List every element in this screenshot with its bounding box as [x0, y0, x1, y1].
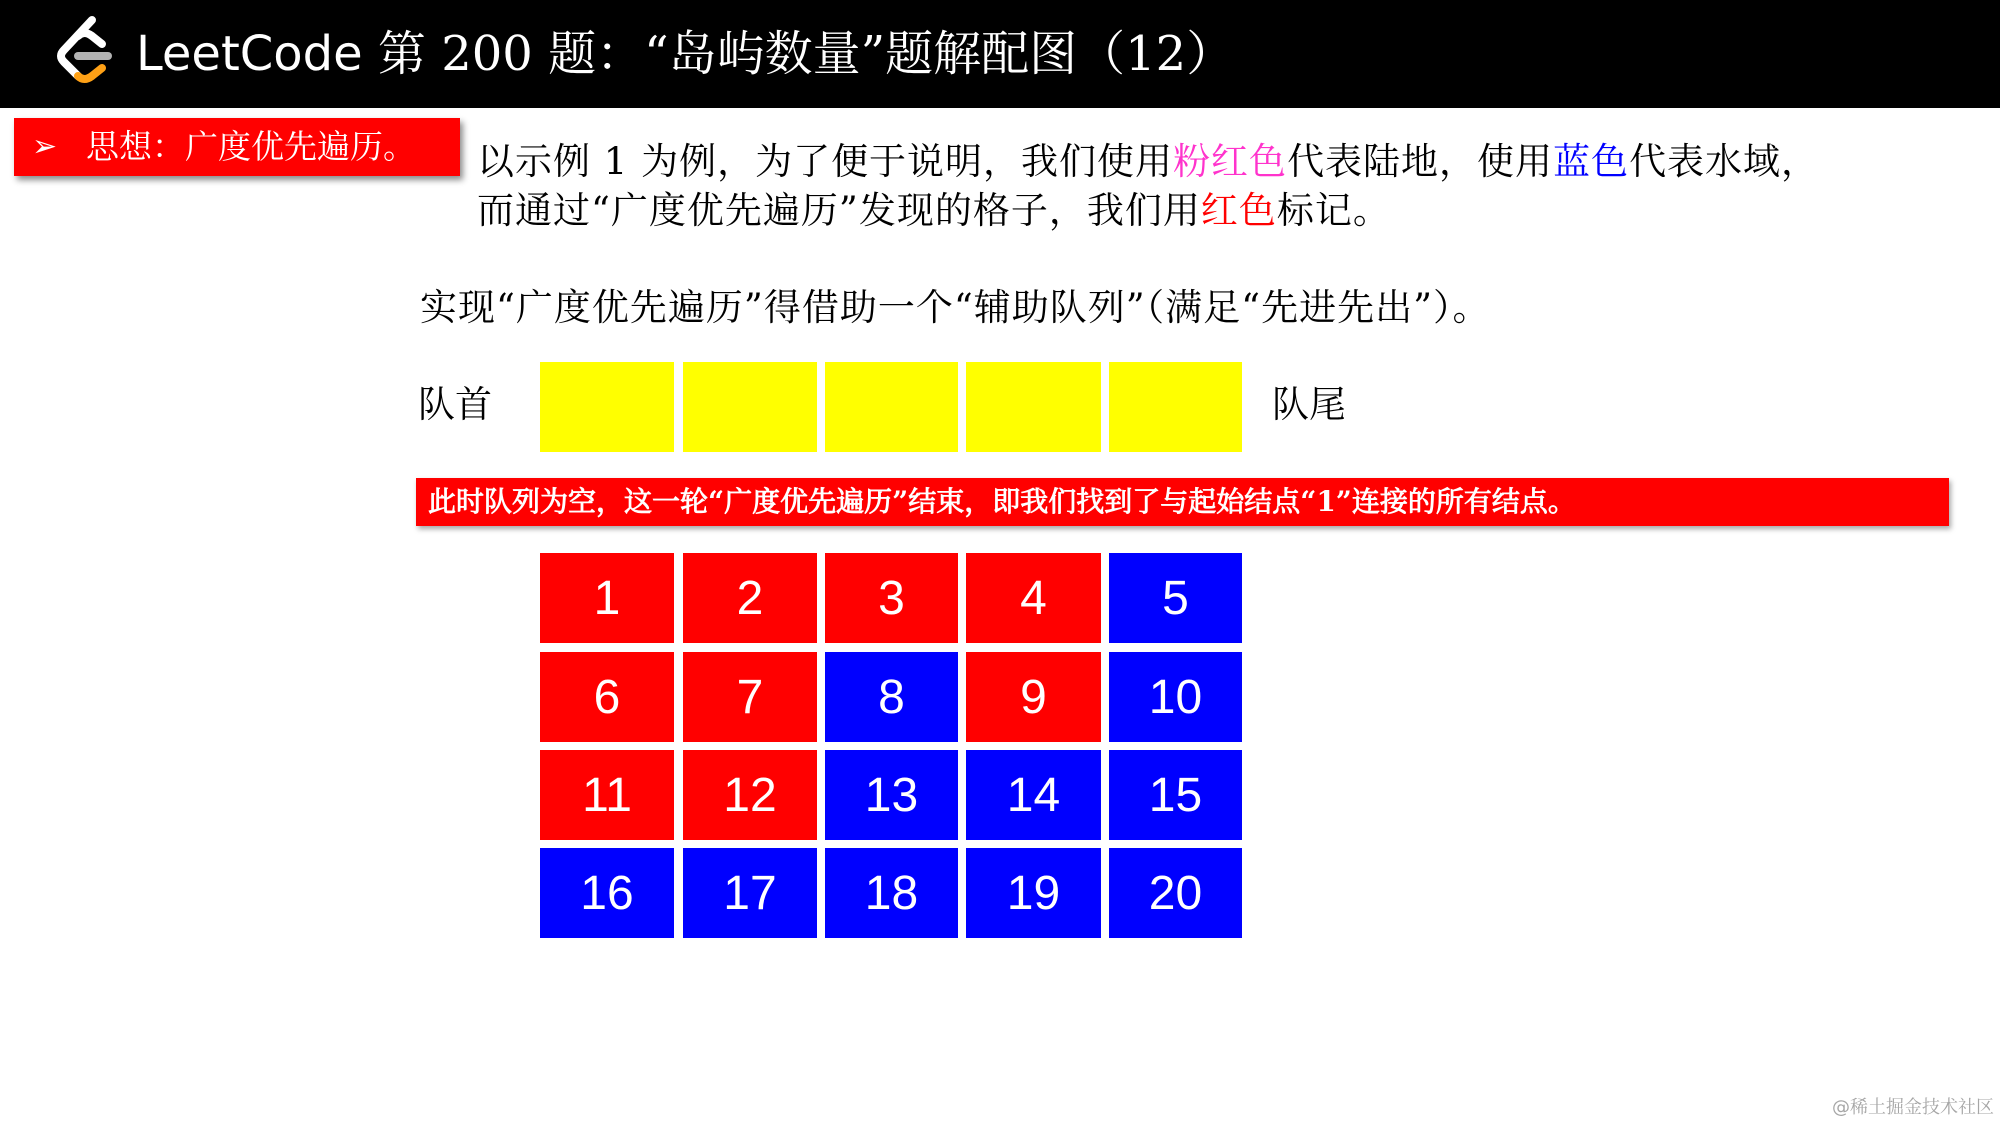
page-title — [136, 18, 1234, 90]
queue-tail-label: 队尾 — [1272, 383, 1346, 426]
grid-cell: 9 — [966, 652, 1101, 742]
grid-cell: 15 — [1109, 750, 1242, 840]
status-banner — [416, 478, 1949, 526]
intro-line-2 — [477, 186, 1977, 236]
grid-cell: 11 — [540, 750, 674, 840]
grid-cell: 19 — [966, 848, 1101, 938]
title-text: 第 200 题：“岛屿数量”题解配图（12） — [362, 26, 1235, 82]
implementation-note: 实现“广度优先遍历”得借助一个“辅助队列”（满足“先进先出”）。 — [420, 286, 1491, 329]
grid-cell: 5 — [1109, 553, 1242, 643]
idea-tag — [14, 118, 460, 176]
grid-cell: 14 — [966, 750, 1101, 840]
grid-cell: 6 — [540, 652, 674, 742]
watermark: @稀土掘金技术社区 — [1832, 1097, 1994, 1118]
intro-segment: 代表水域， — [1629, 140, 1820, 183]
status-banner-text: 此时队列为空，这一轮“广度优先遍历”结束，即我们找到了与起始结点“1”连接的所有结点。 — [428, 485, 1576, 518]
grid-cell: 7 — [683, 652, 817, 742]
grid-cell: 18 — [825, 848, 958, 938]
grid-cell: 10 — [1109, 652, 1242, 742]
grid-cell: 17 — [683, 848, 817, 938]
grid-cell: 8 — [825, 652, 958, 742]
grid-cell: 13 — [825, 750, 958, 840]
intro-segment: 红色 — [1200, 189, 1277, 232]
grid-cell: 4 — [966, 553, 1101, 643]
grid-cell: 20 — [1109, 848, 1242, 938]
queue-slot — [540, 362, 674, 452]
intro-segment: 粉红色 — [1173, 140, 1288, 183]
arrow-bullet-icon: ➢ — [32, 129, 58, 164]
intro-segment: 而通过“广度优先遍历”发现的格子，我们用 — [477, 189, 1201, 232]
grid-cell: 2 — [683, 553, 817, 643]
grid-cell: 1 — [540, 553, 674, 643]
grid-cell: 3 — [825, 553, 958, 643]
brand-name: LeetCode — [136, 26, 363, 82]
queue-slot — [683, 362, 817, 452]
queue-slot — [966, 362, 1101, 452]
intro-segment: 以示例 1 为例，为了便于说明，我们使用 — [477, 140, 1174, 183]
grid-cell: 16 — [540, 848, 674, 938]
queue-head-label: 队首 — [418, 383, 492, 426]
queue-slot — [825, 362, 958, 452]
intro-line-1 — [477, 137, 1977, 187]
header-bar — [0, 0, 2000, 108]
queue-slot — [1109, 362, 1242, 452]
grid-cell: 12 — [683, 750, 817, 840]
intro-segment: 代表陆地，使用 — [1287, 140, 1554, 183]
intro-segment: 蓝色 — [1553, 140, 1630, 183]
idea-label: 思想：广度优先遍历。 — [86, 127, 416, 166]
intro-segment: 标记。 — [1276, 189, 1391, 232]
leetcode-logo-icon — [52, 14, 118, 90]
